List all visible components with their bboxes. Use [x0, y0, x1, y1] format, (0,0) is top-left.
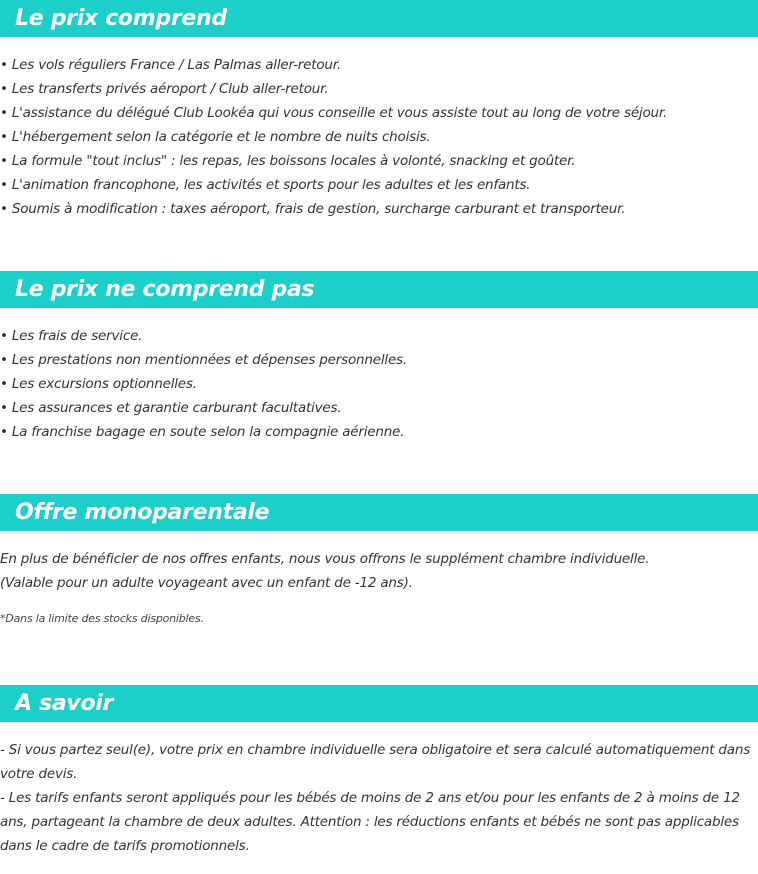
- list-item: • Les assurances et garantie carburant facultatives.: [0, 400, 342, 416]
- list-item: • Les transferts privés aéroport / Club aller-retour.: [0, 81, 329, 97]
- offer-line: (Valable pour un adulte voyageant avec un enfant de -12 ans).: [0, 575, 413, 591]
- section-price-excludes: [0, 271, 758, 444]
- list-item: • L'assistance du délégué Club Lookéa qui vous conseille et vous assiste tout au long de votre séjour.: [0, 105, 668, 121]
- info-text: [0, 738, 758, 858]
- excluded-list: [0, 324, 758, 444]
- section-good-to-know: [0, 685, 758, 858]
- section-title: A savoir: [0, 685, 758, 722]
- list-item: • La formule "tout inclus" : les repas, les boissons locales à volonté, snacking et goûter.: [0, 153, 576, 169]
- list-item: • Les prestations non mentionnées et dépenses personnelles.: [0, 352, 407, 368]
- section-price-includes: [0, 0, 758, 221]
- list-item: • L'animation francophone, les activités et sports pour les adultes et les enfants.: [0, 177, 531, 193]
- section-title: Offre monoparentale: [0, 494, 758, 531]
- section-single-parent-offer: [0, 494, 758, 627]
- info-paragraph: - Les tarifs enfants seront appliqués pour les bébés de moins de 2 ans et/ou pour les enfants de 2 à moins de 12 ans, partageant la chambre de deux adultes. Attention : les réductions enfants et bébés ne sont pas applicables dans le cadre de tarifs promotionnels.: [0, 790, 740, 854]
- included-list: [0, 53, 758, 221]
- info-paragraph: - Si vous partez seul(e), votre prix en chambre individuelle sera obligatoire et sera calculé automatiquement dans votre devis.: [0, 742, 751, 782]
- list-item: • L'hébergement selon la catégorie et le nombre de nuits choisis.: [0, 129, 431, 145]
- list-item: • Les vols réguliers France / Las Palmas aller-retour.: [0, 57, 341, 73]
- offer-text: [0, 547, 758, 595]
- list-item: • Les frais de service.: [0, 328, 143, 344]
- section-title: Le prix ne comprend pas: [0, 271, 758, 308]
- list-item: • Soumis à modification : taxes aéroport, frais de gestion, surcharge carburant et transporteur.: [0, 201, 626, 217]
- list-item: • La franchise bagage en soute selon la compagnie aérienne.: [0, 424, 405, 440]
- offer-line: En plus de bénéficier de nos offres enfants, nous vous offrons le supplément chambre individuelle.: [0, 551, 650, 567]
- list-item: • Les excursions optionnelles.: [0, 376, 197, 392]
- section-title: Le prix comprend: [0, 0, 758, 37]
- stock-note: *Dans la limite des stocks disponibles.: [0, 612, 204, 625]
